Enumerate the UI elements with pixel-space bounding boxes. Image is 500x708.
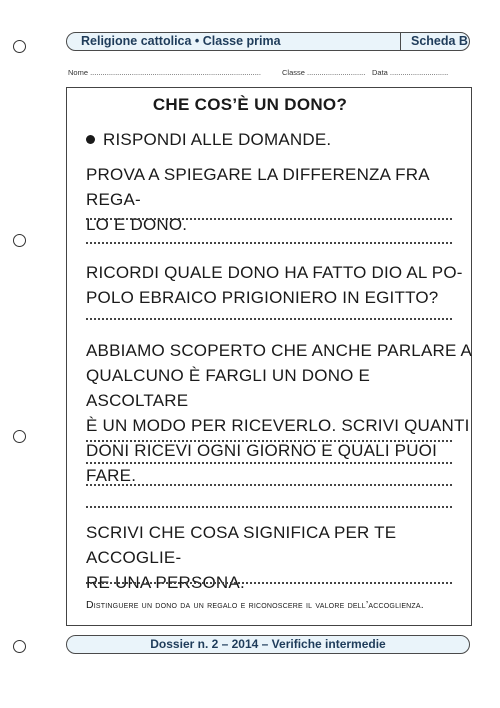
answer-line[interactable] bbox=[86, 218, 452, 220]
question-line: PROVA A SPIEGARE LA DIFFERENZA FRA REGA- bbox=[86, 165, 429, 209]
question-line: SCRIVI CHE COSA SIGNIFICA PER TE ACCOGLIE- bbox=[86, 523, 397, 567]
question-1 bbox=[86, 162, 476, 237]
question-line: DONI RICEVI OGNI GIORNO E QUALI PUOI FARE. bbox=[86, 441, 438, 485]
question-2 bbox=[86, 260, 476, 310]
page-title: CHE COS’È UN DONO? bbox=[152, 95, 348, 114]
footer-bar bbox=[66, 635, 470, 654]
question-line: QUALCUNO È FARGLI UN DONO E ASCOLTARE bbox=[86, 366, 371, 410]
question-line: LO E DONO. bbox=[86, 215, 188, 234]
scheda-label: Scheda B bbox=[411, 34, 468, 48]
instruction-heading bbox=[86, 130, 331, 150]
question-line: RE UNA PERSONA. bbox=[86, 573, 245, 592]
answer-line[interactable] bbox=[86, 484, 452, 486]
answer-line[interactable] bbox=[86, 582, 452, 584]
question-line: POLO EBRAICO PRIGIONIERO IN EGITTO? bbox=[86, 288, 439, 307]
binder-hole bbox=[13, 40, 26, 53]
learning-objective: Distinguere un dono da un regalo e riconoscere il valore dell’accoglienza. bbox=[86, 599, 424, 611]
answer-line[interactable] bbox=[86, 462, 452, 464]
header-bar bbox=[66, 32, 470, 51]
answer-line[interactable] bbox=[86, 242, 452, 244]
bullet-icon bbox=[86, 135, 95, 144]
binder-hole bbox=[13, 640, 26, 653]
binder-hole bbox=[13, 234, 26, 247]
header-divider bbox=[400, 33, 401, 50]
header-title: Religione cattolica • Classe prima bbox=[81, 34, 281, 48]
instruction-text: RISPONDI ALLE DOMANDE. bbox=[103, 130, 332, 149]
binder-hole bbox=[13, 430, 26, 443]
question-line: RICORDI QUALE DONO HA FATTO DIO AL PO- bbox=[86, 263, 463, 282]
answer-line[interactable] bbox=[86, 318, 452, 320]
classe-field: Classe ............................ bbox=[282, 68, 366, 77]
answer-line[interactable] bbox=[86, 440, 452, 442]
footer-text: Dossier n. 2 – 2014 – Verifiche intermedie bbox=[150, 637, 386, 651]
question-line: ABBIAMO SCOPERTO CHE ANCHE PARLARE A bbox=[86, 341, 473, 360]
nome-field: Nome .................................................................................. bbox=[68, 68, 261, 77]
question-line: È UN MODO PER RICEVERLO. SCRIVI QUANTI bbox=[86, 416, 470, 435]
question-3 bbox=[86, 338, 476, 488]
answer-line[interactable] bbox=[86, 506, 452, 508]
data-field: Data ............................ bbox=[372, 68, 449, 77]
